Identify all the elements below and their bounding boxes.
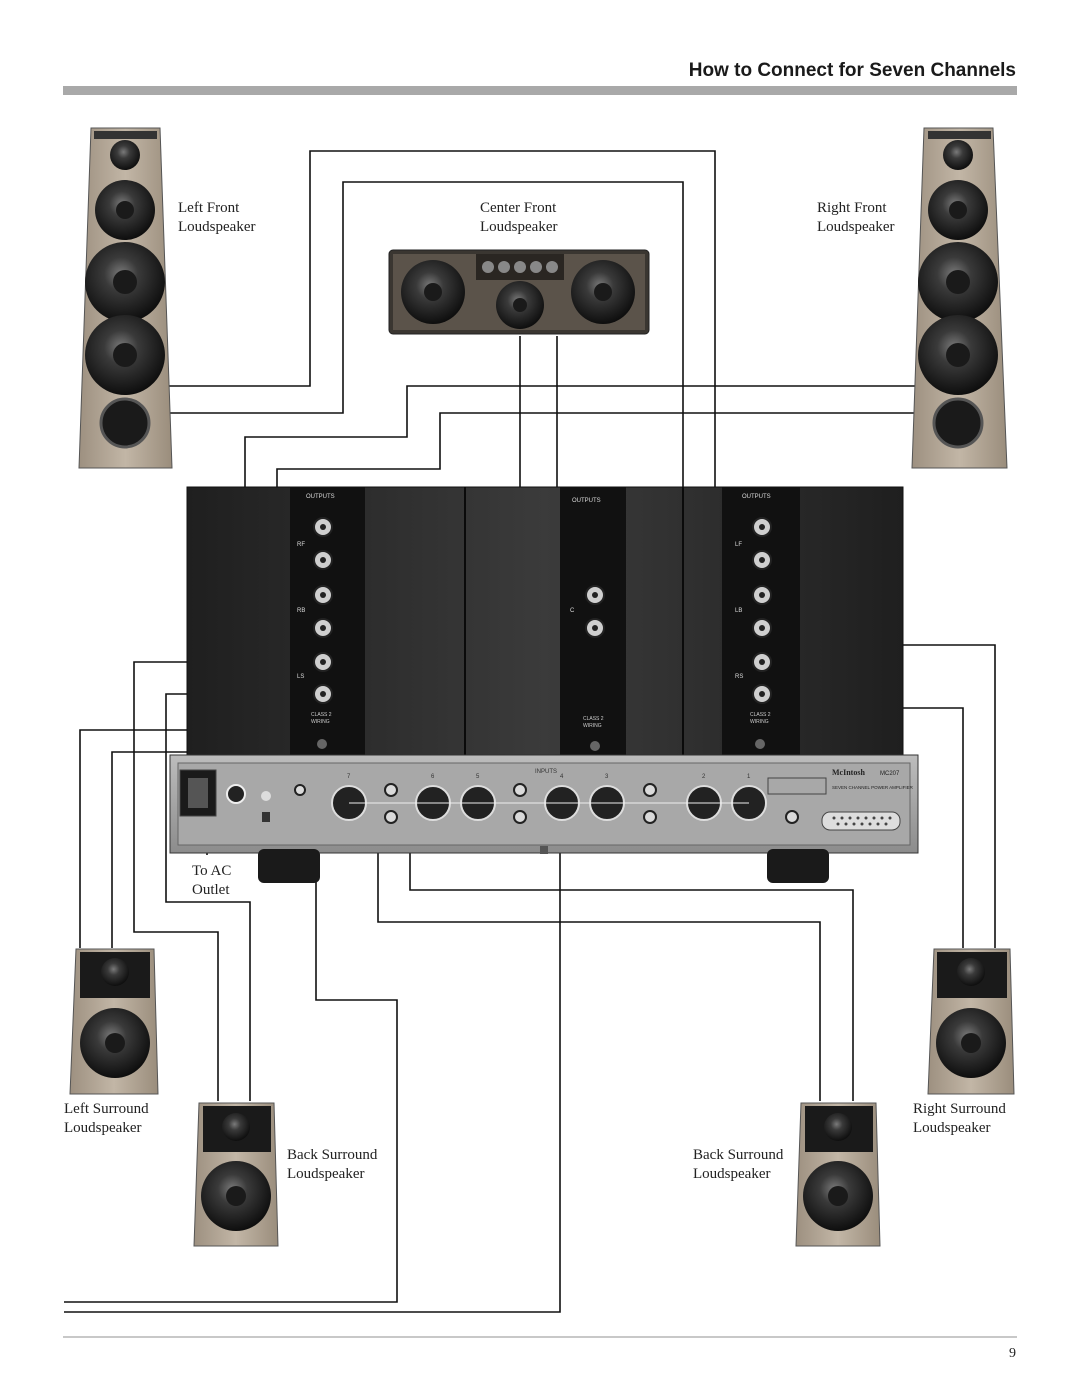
amplifier: [170, 487, 918, 883]
wiring-label-center: WIRING: [583, 723, 602, 729]
center-front-speaker: [389, 250, 649, 334]
label-back-surround-right-line1: Back Surround: [693, 1147, 784, 1163]
label-center-front-line1: Center Front: [480, 200, 557, 216]
input-number-2: 2: [702, 774, 706, 780]
label-to-ac-line2: Outlet: [192, 882, 230, 898]
channel-label-lb: LB: [735, 608, 743, 614]
label-left-front: [178, 199, 255, 237]
label-center-front: [480, 199, 557, 237]
label-back-surround-left: [287, 1146, 377, 1184]
label-right-surround-line2: Loudspeaker: [913, 1120, 991, 1136]
label-right-front: [817, 199, 894, 237]
input-number-4: 4: [560, 774, 564, 780]
channel-label-rs: RS: [735, 674, 744, 680]
channel-label-ls: LS: [297, 674, 305, 680]
right-front-speaker: [912, 128, 1007, 468]
label-left-surround-line2: Loudspeaker: [64, 1120, 142, 1136]
label-to-ac-outlet: [192, 862, 231, 900]
label-right-surround-line1: Right Surround: [913, 1101, 1006, 1117]
label-back-surround-left-line1: Back Surround: [287, 1147, 378, 1163]
label-back-surround-right-line2: Loudspeaker: [693, 1166, 771, 1182]
class2-label-center: CLASS 2: [583, 716, 604, 722]
main-power-fuse: [227, 785, 245, 803]
label-right-surround: [913, 1100, 1006, 1138]
label-right-front-line1: Right Front: [817, 200, 887, 216]
label-right-front-line2: Loudspeaker: [817, 219, 895, 235]
page-number: 9: [1009, 1346, 1016, 1361]
label-left-front-line1: Left Front: [178, 200, 240, 216]
label-left-front-line2: Loudspeaker: [178, 219, 256, 235]
channel-label-rb: RB: [297, 608, 306, 614]
label-back-surround-right: [693, 1146, 783, 1184]
amp-foot-right: [767, 849, 829, 883]
data-port: [822, 812, 900, 830]
back-surround-left-speaker: [194, 1103, 278, 1246]
page-title: How to Connect for Seven Channels: [688, 60, 1016, 81]
input-number-6: 6: [431, 774, 435, 780]
label-left-surround-line1: Left Surround: [64, 1101, 149, 1117]
label-to-ac-line1: To AC: [192, 863, 232, 879]
rear-desc: SEVEN CHANNEL POWER AMPLIFIER: [832, 785, 913, 790]
rear-model: MC207: [880, 771, 900, 777]
right-surround-speaker: [928, 949, 1014, 1094]
input-number-7: 7: [347, 774, 351, 780]
rear-brand: McIntosh: [832, 768, 865, 777]
footer-rule: [63, 1336, 1017, 1338]
wiring-label-left: WIRING: [311, 719, 330, 725]
amp-foot-left: [258, 849, 320, 883]
channel-label-rf: RF: [297, 542, 305, 548]
wiring-label-right: WIRING: [750, 719, 769, 725]
class2-label-right: CLASS 2: [750, 712, 771, 718]
channel-label-lf: LF: [735, 542, 743, 548]
input-number-3: 3: [605, 774, 609, 780]
left-surround-speaker: [70, 949, 158, 1094]
channel-label-c: C: [570, 608, 575, 614]
input-number-1: 1: [747, 774, 751, 780]
label-left-surround: [64, 1100, 149, 1138]
outputs-label-center: OUTPUTS: [572, 498, 601, 504]
input-number-5: 5: [476, 774, 480, 780]
label-center-front-line2: Loudspeaker: [480, 219, 558, 235]
label-back-surround-left-line2: Loudspeaker: [287, 1166, 365, 1182]
back-surround-right-speaker: [796, 1103, 880, 1246]
outputs-label-right: OUTPUTS: [742, 494, 771, 500]
outputs-label-left: OUTPUTS: [306, 494, 335, 500]
inputs-label: INPUTS: [535, 769, 558, 775]
left-front-speaker: [79, 128, 172, 468]
class2-label-left: CLASS 2: [311, 712, 332, 718]
